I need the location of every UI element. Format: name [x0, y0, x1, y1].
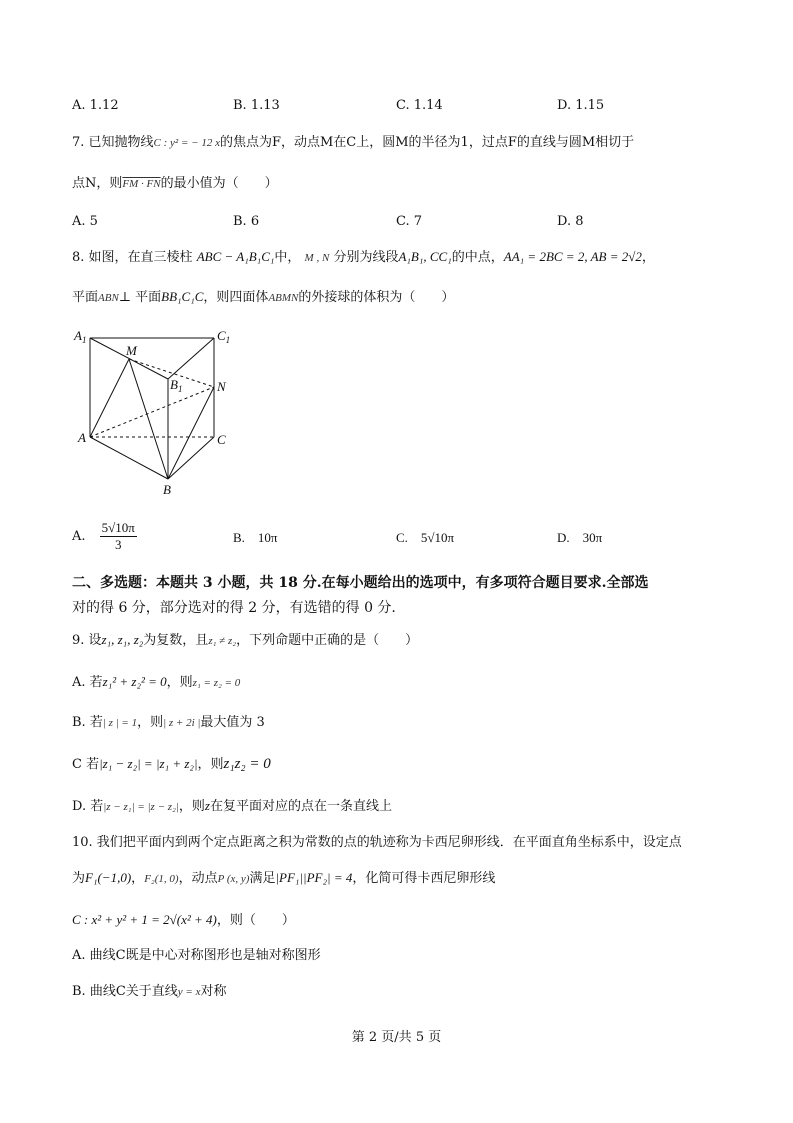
edge-b1-c1 [168, 338, 214, 379]
label-b: B [163, 482, 171, 497]
q8-stem-line1: 8. 如图，在直三棱柱 ABC − A₁B₁C₁中， M , N 分别为线段A₁B₁, CC₁的中点，AA₁ = 2BC = 2, AB = 2√2， [72, 249, 655, 265]
q10-stem-line3: C : x² + y² + 1 = 2√(x² + 4)，则（ ） [72, 912, 295, 928]
q8-option-b: B. 10π [233, 530, 278, 545]
section2-heading-line2: 对的得 6 分，部分选对的得 2 分，有选错的得 0 分. [72, 600, 396, 616]
edge-b-n [168, 387, 214, 479]
q7-option-c: C. 7 [396, 214, 423, 229]
q9-stem: 9. 设z₁, z₁, z₂为复数，且z₁ ≠ z₂，下列命题中正确的是（ ） [72, 632, 419, 648]
q7-dot-product: FM · FN [122, 178, 161, 190]
q6-option-b: B. 1.13 [233, 98, 280, 113]
label-m: M [126, 343, 137, 358]
q7-stem-line2: 点N，则FM · FN的最小值为（ ） [72, 176, 278, 191]
q10-cassini-equation: C : x² + y² + 1 = 2√(x² + 4) [72, 912, 217, 927]
q7-option-d: D. 8 [557, 214, 584, 229]
q8-prism: ABC − A₁B₁C₁ [196, 249, 275, 264]
q9-option-a: A. 若z₁² + z₂² = 0，则z₁ = z₂ = 0 [72, 674, 241, 690]
q7-option-b: B. 6 [233, 214, 260, 229]
q9-option-c: C 若|z₁ − z₂| = |z₁ + z₂|，则z₁z₂ = 0 [72, 756, 271, 772]
label-a1: $A_1$ [74, 328, 87, 345]
q8-option-a: A. $\frac{5√10\pi}{3}$ [72, 520, 135, 552]
q9-option-d: D. 若|z − z₁| = |z − z₂|，则z在复平面对应的点在一条直线上 [72, 798, 392, 814]
q8-option-d: D. 30π [557, 530, 603, 545]
page-footer: 第 2 页/共 5 页 [351, 1030, 442, 1045]
label-n: N [217, 379, 226, 394]
q8-prism-figure [66, 322, 246, 500]
q7-parabola-equation: C : y² = − 12 x [153, 137, 220, 149]
q6-option-c: C. 1.14 [396, 98, 443, 113]
q10-option-a: A. 曲线C既是中心对称图形也是轴对称图形 [72, 948, 321, 963]
q7-stem-line1: 7. 已知抛物线C : y² = − 12 x的焦点为F，动点M在C上，圆M的半径为1，过点F的直线与圆M相切于 [72, 135, 635, 150]
edge-b-c [168, 437, 214, 479]
q10-option-b: B. 曲线C关于直线y = x对称 [72, 984, 227, 999]
q10-stem-line1: 10. 我们把平面内到两个定点距离之积为常数的点的轨迹称为卡西尼卵形线．在平面直角坐标系中，设定点 [72, 835, 682, 850]
q10-stem-line2: 为F₁(−1,0)，F₂(1, 0)，动点P (x, y)满足|PF₁||PF₂| = 4，化简可得卡西尼卵形线 [72, 870, 496, 886]
edge-a-m [90, 359, 129, 437]
q6-option-a: A. 1.12 [72, 98, 119, 113]
q9-option-b: B. 若| z | = 1，则| z + 2i |最大值为 3 [72, 715, 265, 730]
q7-option-a: A. 5 [72, 214, 98, 229]
q8-stem-line2: 平面ABN⊥ 平面BB₁C₁C，则四面体ABMN的外接球的体积为（ ） [72, 289, 455, 305]
section2-heading-line1: 二、多选题：本题共 3 小题，共 18 分.在每小题给出的选项中，有多项符合题目要求.全部选 [72, 575, 649, 591]
label-a: A [78, 430, 86, 445]
q6-option-d: D. 1.15 [557, 98, 605, 113]
label-c: C [217, 432, 226, 447]
q8-option-c: C. 5√10π [396, 530, 455, 545]
label-b1: $B_1$ [170, 377, 183, 394]
label-c1: $C_1$ [217, 328, 231, 345]
